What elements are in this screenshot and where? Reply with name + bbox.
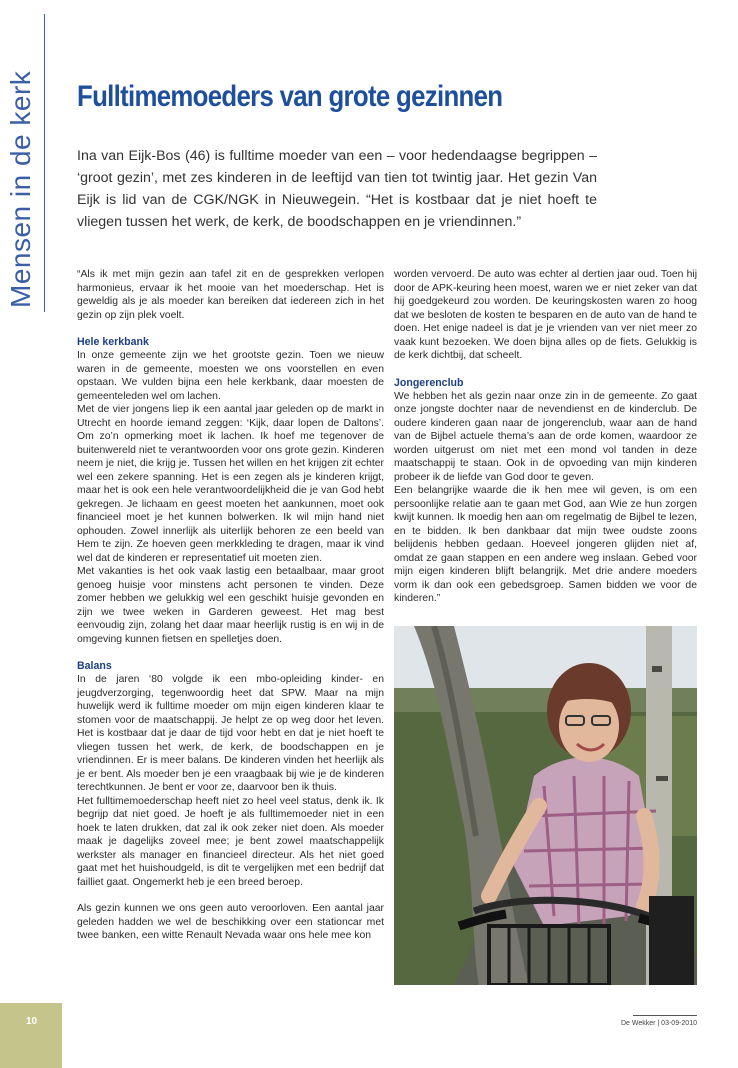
photo-illustration (394, 626, 697, 985)
paragraph: “Als ik met mijn gezin aan tafel zit en de gesprekken verlopen harmonieus, ervaar ik het mooie van het moederschap. Het is geweldig als je als moeder kan bereiken dat iedereen zich in het gezin op zijn plek voelt. (77, 269, 384, 321)
paragraph: worden vervoerd. De auto was echter al dertien jaar oud. Toen hij door de APK-keuring heen moest, waren we er niet zeker van dat hij goedgekeurd zou worden. De keuringskosten waren zo hoog dat we besloten de kosten te besparen en de auto van de hand te doen. Het enige nadeel is dat je je vrienden van ver niet meer zo vaak kunt bezoeken. We doen bijna alles op de fiets. Gelukkig is de kerk dichtbij, dat scheelt. (394, 269, 697, 361)
page-number-box (0, 1003, 62, 1068)
paragraph: We hebben het als gezin naar onze zin in de gemeente. Zo gaat onze jongste dochter naar de nevendienst en de kinderclub. De oudere kinderen gaan naar de jongerenclub, waar aan de hand van de Bijbel actuele thema’s aan de orde komen, waardoor ze worden uitgerust om niet met een mond vol tanden in deze maatschappij te staan. Ook in de opvoeding van mijn kinderen probeer ik de liefde van God door te geven. (394, 390, 697, 483)
right-column (394, 268, 697, 606)
paragraph: Het fulltimemoederschap heeft niet zo heel veel status, denk ik. Ik begrijp dat niet goed. Je hoeft je als fulltimemoeder niet in een hoek te laten drukken, dat zal ik ook zeker niet doen. Als moeder maak je dagelijks zoveel mee; je bent zowel maatschappelijk werkster als manager en financieel directeur. Als het niet goed gaat met het huishoudgeld, is dit te vergelijken met een bedrijf dat failliet gaat. Ongemerkt heb je een breed beroep. (77, 795, 384, 888)
side-rule (44, 14, 45, 312)
article-title: Fulltimemoeders van grote gezinnen (77, 80, 503, 113)
paragraph: In onze gemeente zijn we het grootste gezin. Toen we nieuw waren in de gemeente, moesten we ons voorstellen en even opstaan. We vulden bijna een hele kerkbank, daar moesten de gemeenteleden wel om lachen. (77, 350, 384, 402)
paragraph: Met vakanties is het ook vaak lastig een betaalbaar, maar groot genoeg huisje voor minstens acht personen te vinden. Deze zomer hebben we gelukkig wel een geschikt huisje gevonden en zijn we twee weken in Garderen geweest. Het mag best eenvoudig zijn, zolang het daar maar heerlijk rustig is en wij in de omgeving kunnen fietsen en spelletjes doen. (77, 566, 384, 645)
subheading-balans: Balans (77, 660, 112, 672)
woman-on-bicycle-photo (394, 626, 697, 985)
article-intro (77, 145, 597, 233)
page-number: 10 (26, 1016, 38, 1027)
paragraph: In de jaren ‘80 volgde ik een mbo-opleiding kinder- en jeugdverzorging, tegenwoordig heet dat SPW. Maar na mijn huwelijk werd ik fulltime moeder om mijn eigen kinderen klaar te stomen voor de maatschappij. Je helpt ze op weg door het leven. Het is kostbaar dat je daar de tijd voor hebt en dat je niet hoeft te vliegen tussen het werk, de kerk, de boodschappen en je vriendinnen. Er is meer balans. De kinderen vinden het heerlijk als je er bent. Als moeder ben je een vraagbaak bij wie je de kinderen terechtkunnen. Je bent er voor ze, daarvoor ben ik thuis. (77, 674, 384, 793)
intro-paragraph: Ina van Eijk-Bos (46) is fulltime moeder van een – voor hedendaagse begrippen – ‘groot gezin’, met zes kinderen in de leeftijd van tien tot twintig jaar. Het gezin Van Eijk is lid van de CGK/NGK in Nieuwegein. “Het is kostbaar dat je niet hoeft te vliegen tussen het werk, de kerk, de boodschappen en je vriendinnen.” (77, 148, 597, 230)
footer-rule (633, 1015, 697, 1016)
paragraph: Met de vier jongens liep ik een aantal jaar geleden op de markt in Utrecht en hoorde iemand zeggen: ‘Kijk, daar lopen de Daltons’. Om zo’n opmerking moet ik lachen. Ik hoef me tegenover de buitenwereld niet te verantwoorden voor ons grote gezin. Kinderen neem je niet, die krijg je. Tussen het willen en het krijgen zit echter wel een zekere spanning. Het is een zegen als je kinderen krijgt, maar het is ook een hele verantwoordelijkheid die je van God hebt gekregen. Je lichaam en geest moeten het aankunnen, moet ook financieel moet je het kunnen bolwerken. Ik wil mijn hand niet ophouden. Zowel innerlijk als uiterlijk behoren ze een beeld van Hem te zijn. Ze hoeven geen merkkleding te dragen, maar ik vind wel dat de kinderen er representatief uit moeten zien. (77, 404, 384, 564)
section-label: Mensen in de kerk (5, 70, 36, 308)
subheading-jongerenclub: Jongerenclub (394, 376, 464, 389)
paragraph: Een belangrijke waarde die ik hen mee wil geven, is om een persoonlijke relatie aan te gaan met God, aan Wie ze hun zorgen kwijt kunnen. Ik moedig hen aan om regelmatig de Bijbel te lezen, en te bidden. Ik ben dankbaar dat mijn twee oudste zoons belijdenis hebben gedaan. Hoeveel jongeren glijden niet af, omdat ze gaan stappen en een andere weg inslaan. Gebed voor mijn eigen kinderen blijft belangrijk. Met drie andere moeders vorm ik dan ook een gebedsgroep. Samen bidden we voor de kinderen.” (394, 485, 697, 604)
footer-publication: De Wekker | 03-09-2010 (620, 1020, 697, 1027)
left-column (77, 268, 384, 943)
subheading-hele-kerkbank: Hele kerkbank (77, 336, 149, 348)
paragraph: Als gezin kunnen we ons geen auto veroorloven. Een aantal jaar geleden hadden we wel de beschikking over een stationcar met twee banken, een witte Renault Nevada waar ons hele mee kon (77, 903, 384, 941)
